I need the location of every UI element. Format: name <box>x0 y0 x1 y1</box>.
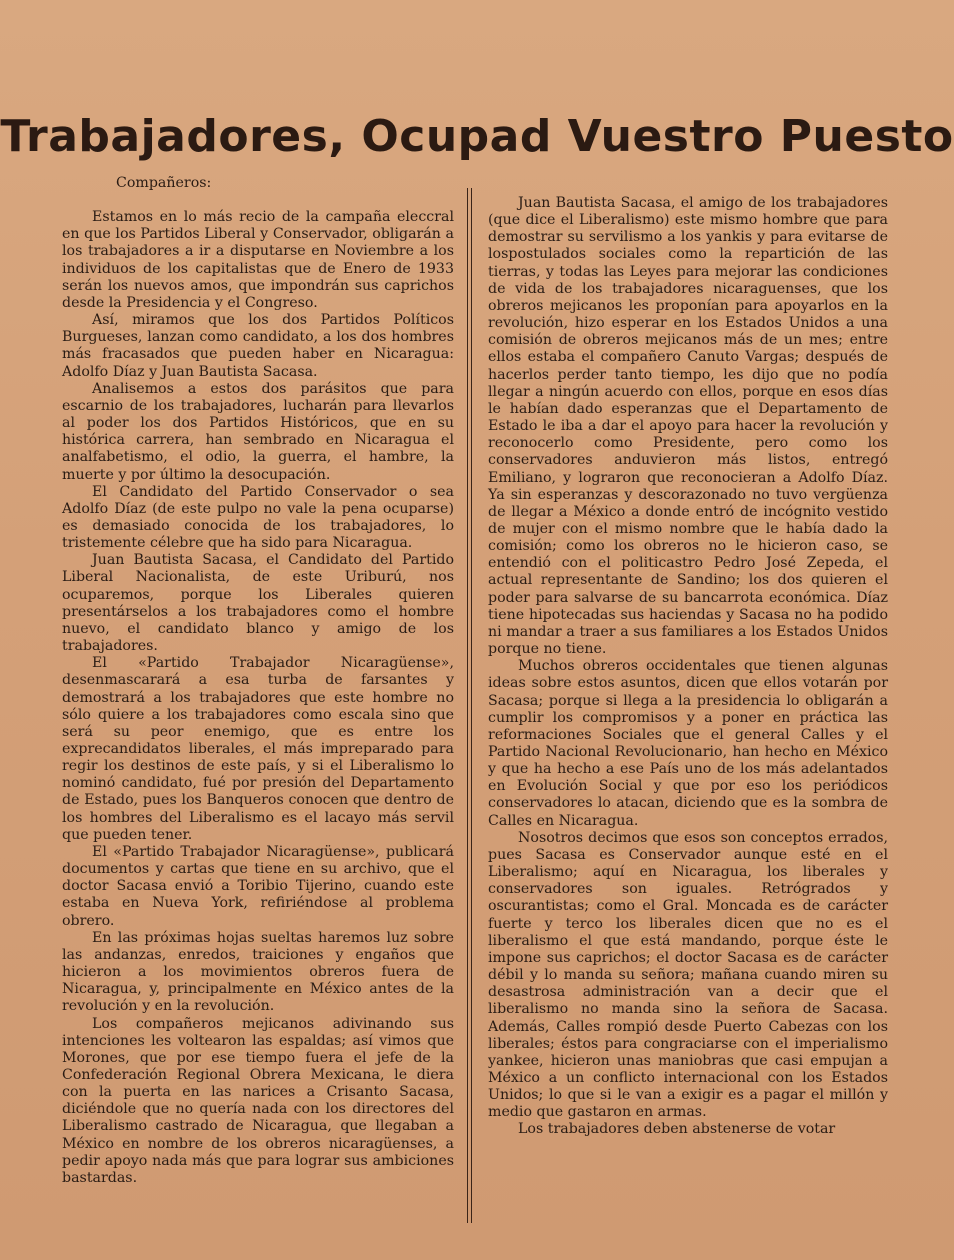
paragraph: Juan Bautista Sacasa, el Candidato del Partido Liberal Nacionalista, de este Uriburú, nos ocuparemos, porque los Liberales quieren presentárselos a los trabajadores como el hombre nuevo, el candidato blanco y amigo de los trabajadores. <box>62 552 454 655</box>
left-column <box>62 175 454 1187</box>
page-title: Trabajadores, Ocupad Vuestro Puesto <box>0 111 954 163</box>
greeting: Compañeros: <box>116 175 212 191</box>
paragraph: Analisemos a estos dos parásitos que para escarnio de los trabajadores, lucharán para llevarlos al poder los dos Partidos Históricos, que en su histórica carrera, han sembrado en Nicaragua el analfabetismo, el odio, la guerra, el hambre, la muerte y por último la desocupación. <box>62 380 454 483</box>
paragraph: El «Partido Trabajador Nicaragüense», desenmascarará a esa turba de farsantes y demostrará a los trabajadores que este hombre no sólo quiere a los trabajadores como escala sino que será su peor enemigo, que es entre los exprecandidatos liberales, el más impreparado para regir los destinos de este país, y si el Liberalismo lo nominó candidato, fué por presión del Departamento de Estado, pues los Banqueros conocen que dentro de los hombres del Liberalismo es el lacayo más servil que pueden tener. <box>62 655 454 843</box>
paragraph: Los trabajadores deben abstenerse de votar <box>518 1121 836 1138</box>
paragraph: Juan Bautista Sacasa, el amigo de los trabajadores (que dice el Liberalismo) este mismo hombre que para demostrar su servilismo a los yankis y para evitarse de lospostulados sociales como la repartición de las tierras, y todas las Leyes para mejorar las condiciones de vida de los trabajadores nicaraguenses, que los obreros mejicanos les proponían para apoyarlos en la revolución, hizo esperar en los Estados Unidos a una comisión de obreros mejicanos más de un mes; entre ellos estaba el compañero Canuto Vargas; después de hacerlos perder tanto tiempo, les dijo que no podía llegar a ningún acuerdo con ellos, porque en esos días le habían dado esperanzas que el Departamento de Estado le iba a dar el apoyo para hacer la revolución y reconocerlo como Presidente, pero como los conservadores anduvieron más listos, entregó Emiliano, y lograron que reconocieran a Adolfo Díaz. Ya sin esperanzas y descorazonado no tuvo vergüenza de llegar a México a donde entró de incógnito vestido de mujer con el mismo nombre que le había dado la comisión; como los obreros no le hicieron caso, se entendió con el politicastro Pedro José Zepeda, el actual representante de Sandino; los dos quieren el poder para salvarse de su bancarrota económica. Díaz tiene hipotecadas sus haciendas y Sacasa no ha podido ni mandar a traer a sus familiares a los Estados Unidos porque no tiene. <box>488 195 888 658</box>
paragraph: Nosotros decimos que esos son conceptos errados, pues Sacasa es Conservador aunque esté en el Liberalismo; aquí en Nicaragua, los liberales y conservadores son iguales. Retrógrados y oscurantistas; como el Gral. Moncada es de carácter fuerte y terco los liberales dicen que no es el liberalismo el que está mandando, porque éste le impone sus caprichos; el doctor Sacasa es de carácter débil y lo manda su señora; mañana cuando miren su desastrosa administración van a decir que el liberalismo no manda sino la señora de Sacasa. Además, Calles rompió desde Puerto Cabezas con los liberales; éstos para congraciarse con el imperialismo yankee, hicieron unas maniobras que casi empujan a México a un conflicto internacional con los Estados Unidos; lo que si le van a exigir es a pagar el millón y medio que gastaron en armas. <box>488 829 888 1121</box>
column-divider <box>467 188 472 1223</box>
right-column <box>488 195 888 1139</box>
paragraph: Así, miramos que los dos Partidos Políticos Burgueses, lanzan como candidato, a los dos hombres más fracasados que pueden haber en Nicaragua: Adolfo Díaz y Juan Bautista Sacasa. <box>62 312 454 380</box>
paragraph: El «Partido Trabajador Nicaragüense», publicará documentos y cartas que tiene en su archivo, que el doctor Sacasa envió a Toribio Tijerino, cuando este estaba en Nueva York, refiriéndose al problema obrero. <box>62 843 454 929</box>
paragraph: En las próximas hojas sueltas haremos luz sobre las andanzas, enredos, traiciones y engaños que hicieron a los movimientos obreros fuera de Nicaragua, y, principalmente en México antes de la revolución y en la revolución. <box>62 929 454 1015</box>
paragraph: Los compañeros mejicanos adivinando sus intenciones les voltearon las espaldas; así vimos que Morones, que por ese tiempo fuera el jefe de la Confederación Regional Obrera Mexicana, le diera con la puerta en las narices a Crisanto Sacasa, diciéndole que no quería nada con los directores del Liberalismo castrado de Nicaragua, que llegaban a México en nombre de los obreros nicaragüenses, a pedir apoyo nada más que para lograr sus ambiciones bastardas. <box>62 1015 454 1186</box>
paragraph: Estamos en lo más recio de la campaña eleccral en que los Partidos Liberal y Conservador, obligarán a los trabajadores a ir a disputarse en Noviembre a los individuos de los capitalistas que de Enero de 1933 serán los nuevos amos, que impondrán sus caprichos desde la Presidencia y el Congreso. <box>62 209 454 311</box>
paragraph: El Candidato del Partido Conservador o sea Adolfo Díaz (de este pulpo no vale la pena ocuparse) es demasiado conocida de los trabajadores, lo tristemente célebre que ha sido para Nicaragua. <box>62 483 454 552</box>
paragraph: Muchos obreros occidentales que tienen algunas ideas sobre estos asuntos, dicen que ellos votarán por Sacasa; porque si llega a la presidencia lo obligarán a cumplir los compromisos y a poner en práctica las reformaciones Sociales que el general Calles y el Partido Nacional Revolucionario, han hecho en México y que ha hecho a ese País uno de los más adelantados en Evolución Social y que por eso los periódicos conservadores lo atacan, diciendo que es la sombra de Calles en Nicaragua. <box>488 658 888 829</box>
